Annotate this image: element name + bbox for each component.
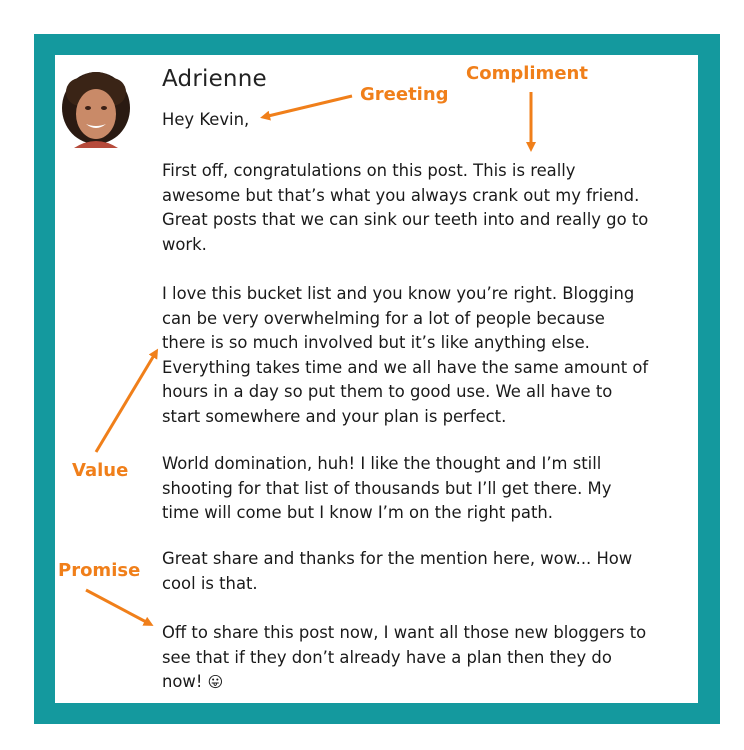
comment-paragraph-3: World domination, huh! I like the thought and I’m still shooting for that list of thousands but I’ll get there. My time will come but I know I’m on the right path. (162, 454, 612, 522)
comment-author: Adrienne (162, 66, 267, 92)
comment-greeting: Hey Kevin, (162, 110, 250, 129)
comment-paragraph-4: Great share and thanks for the mention here, wow... How cool is that. (162, 549, 633, 593)
comment-paragraph-5-text: Off to share this post now, I want all those new bloggers to see that if they don’t already have a plan then they do now! (162, 623, 647, 691)
annotation-value: Value (72, 460, 129, 481)
comment-paragraph-2: I love this bucket list and you know you’re right. Blogging can be very overwhelming for a lot of people because there is so much involved but it’s like anything else. Everything takes time and we all have the same amount of hours in a day so put them to good use. We all have to start somewhere and your plan is perfect. (162, 284, 649, 426)
comment-paragraph-5 (162, 621, 652, 695)
tongue-emoji-icon: 😛 (207, 673, 224, 691)
annotation-promise: Promise (58, 560, 141, 581)
annotation-compliment: Compliment (466, 63, 588, 84)
avatar (60, 70, 132, 148)
annotation-greeting: Greeting (360, 84, 449, 105)
comment-paragraph-1: First off, congratulations on this post. This is really awesome but that’s what you always crank out my friend. Great posts that we can sink our teeth into and really go to work. (162, 161, 649, 254)
